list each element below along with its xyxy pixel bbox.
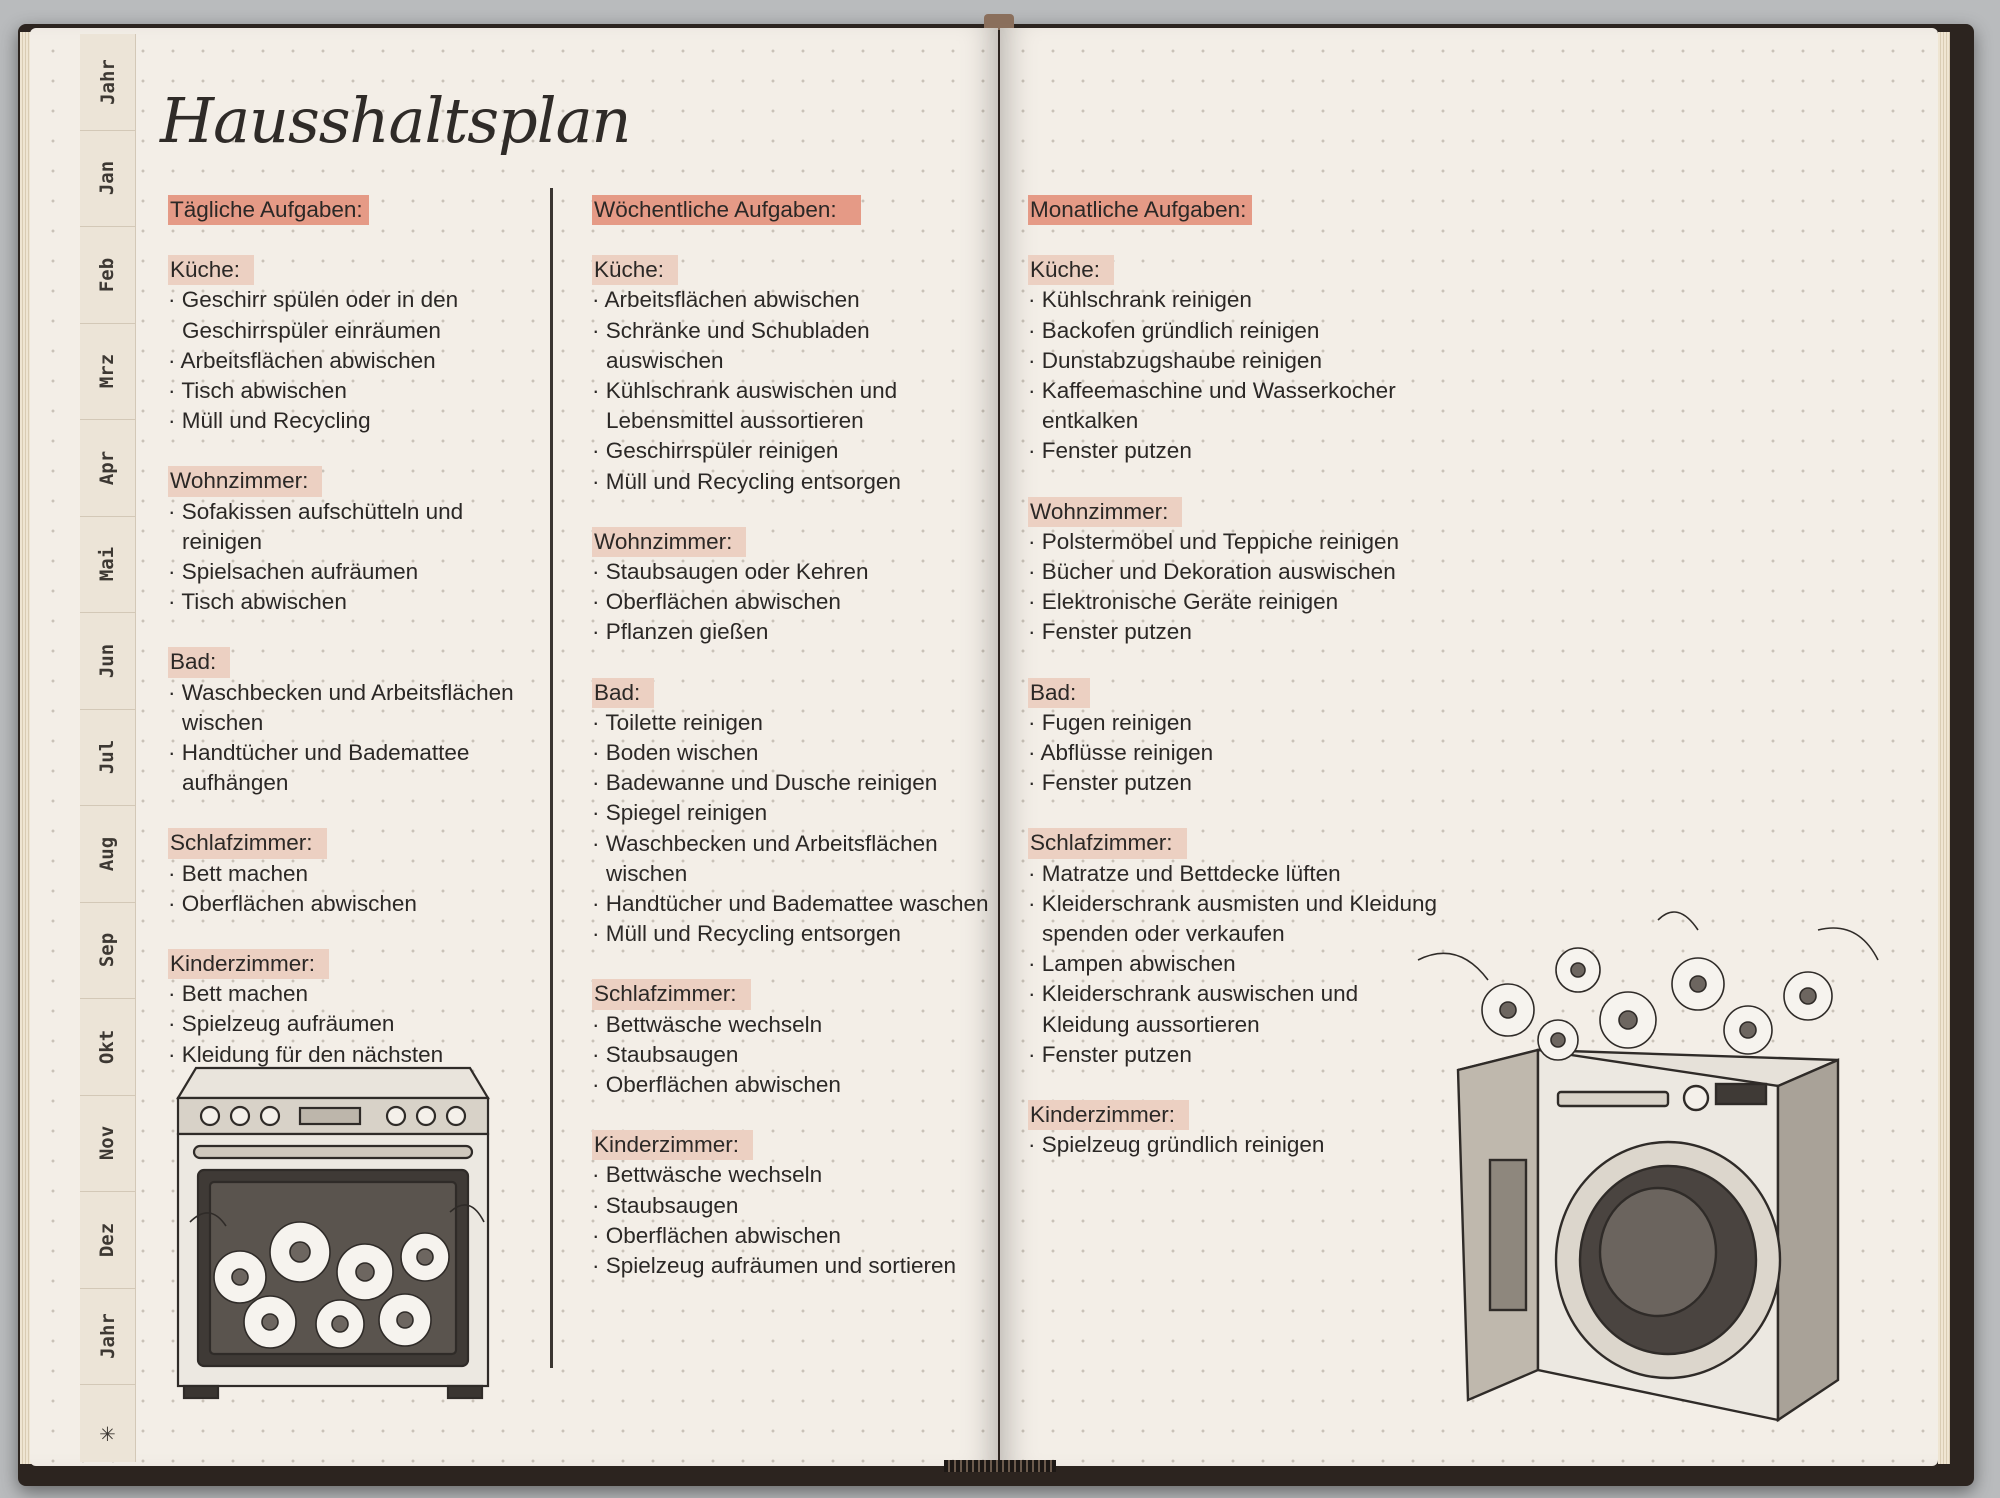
task-section [1028, 255, 1438, 466]
tab-feb[interactable] [80, 227, 135, 324]
tab-index[interactable] [80, 1385, 135, 1482]
task-item: · Arbeitsflächen abwischen [592, 285, 992, 315]
task-item: · Lampen abwischen [1028, 949, 1438, 979]
monthly-tasks-column [1028, 195, 1438, 1190]
task-item: · Fugen reinigen [1028, 708, 1438, 738]
task-item: · Pflanzen gießen [592, 617, 992, 647]
task-item: · Bücher und Dekoration auswischen [1028, 557, 1438, 587]
section-title: Kinderzimmer: [592, 1130, 753, 1160]
tab-label: Jun [96, 643, 119, 678]
task-item: · Handtücher und Bademattee waschen [592, 889, 992, 919]
task-item: · Badewanne und Dusche reinigen [592, 768, 992, 798]
tab-label: Feb [96, 257, 119, 292]
tab-label: Jan [96, 161, 119, 196]
tab-label: Apr [96, 450, 119, 485]
task-section [592, 979, 992, 1100]
tab-label: Mai [96, 547, 119, 582]
task-item: · Staubsaugen [592, 1191, 992, 1221]
task-section [1028, 828, 1438, 1070]
tab-label: Dez [96, 1222, 119, 1257]
section-title: Wohnzimmer: [1028, 497, 1182, 527]
task-item: · Staubsaugen oder Kehren [592, 557, 992, 587]
task-item: · Arbeitsflächen abwischen [168, 346, 540, 376]
task-item: · Handtücher und Bademattee aufhängen [168, 738, 540, 798]
task-item: · Kleidung für den nächsten [168, 1040, 540, 1070]
task-item: · Sofakissen aufschütteln und reinigen [168, 497, 540, 557]
stove-flowers-illustration [170, 1062, 500, 1402]
task-item: · Waschbecken und Arbeitsflächen wischen [168, 678, 540, 738]
tab-jahr[interactable] [80, 34, 135, 131]
task-item: · Spielzeug aufräumen und sortieren [592, 1251, 992, 1281]
task-item: · Schränke und Schubladen auswischen [592, 316, 992, 376]
task-item: · Abflüsse reinigen [1028, 738, 1438, 768]
tab-jahr-end[interactable] [80, 1289, 135, 1386]
task-list [168, 979, 540, 1070]
task-list [592, 708, 992, 950]
task-item: · Oberflächen abwischen [592, 1070, 992, 1100]
tab-mai[interactable] [80, 517, 135, 614]
task-list [592, 285, 992, 496]
task-list [592, 1160, 992, 1281]
tab-apr[interactable] [80, 420, 135, 517]
task-section [1028, 678, 1438, 799]
task-section [168, 828, 540, 919]
section-title: Küche: [592, 255, 678, 285]
task-item: · Oberflächen abwischen [592, 587, 992, 617]
task-item: · Bettwäsche wechseln [592, 1010, 992, 1040]
weekly-tasks-column [592, 195, 992, 1311]
task-item: · Matratze und Bettdecke lüften [1028, 859, 1438, 889]
section-title: Kinderzimmer: [168, 949, 329, 979]
task-item: · Müll und Recycling [168, 406, 540, 436]
task-list [168, 678, 540, 799]
task-item: · Spiegel reinigen [592, 798, 992, 828]
task-item: · Fenster putzen [1028, 436, 1438, 466]
task-section [592, 678, 992, 950]
task-list [1028, 859, 1438, 1070]
task-list [168, 497, 540, 618]
task-section [1028, 497, 1438, 648]
page-title: Hausshaltsplan [160, 84, 631, 157]
column-heading: Monatliche Aufgaben: [1028, 195, 1252, 225]
task-item: · Kleiderschrank auswischen und Kleidung aussortieren [1028, 979, 1438, 1039]
section-title: Küche: [1028, 255, 1114, 285]
tab-sep[interactable] [80, 903, 135, 1000]
task-list [168, 859, 540, 919]
section-title: Bad: [168, 647, 230, 677]
tab-okt[interactable] [80, 999, 135, 1096]
tab-label: Sep [96, 933, 119, 968]
task-item: · Waschbecken und Arbeitsflächen wischen [592, 829, 992, 889]
task-item: · Staubsaugen [592, 1040, 992, 1070]
task-item: · Backofen gründlich reinigen [1028, 316, 1438, 346]
column-divider [550, 188, 553, 1368]
tab-label: Mrz [96, 354, 119, 389]
task-item: · Geschirr spülen oder in den Geschirrspüler einräumen [168, 285, 540, 345]
tab-label: Jahr [96, 58, 119, 105]
month-tabs [80, 34, 136, 1462]
section-title: Schlafzimmer: [592, 979, 751, 1009]
task-item: · Toilette reinigen [592, 708, 992, 738]
task-item: · Oberflächen abwischen [168, 889, 540, 919]
task-item: · Kühlschrank auswischen und Lebensmittel aussortieren [592, 376, 992, 436]
task-item: · Elektronische Geräte reinigen [1028, 587, 1438, 617]
task-item: · Tisch abwischen [168, 587, 540, 617]
task-item: · Tisch abwischen [168, 376, 540, 406]
task-item: · Polstermöbel und Teppiche reinigen [1028, 527, 1438, 557]
section-title: Wohnzimmer: [168, 466, 322, 496]
page-edges-right [1938, 32, 1950, 1464]
section-title: Wohnzimmer: [592, 527, 746, 557]
task-section [592, 527, 992, 648]
task-item: · Müll und Recycling entsorgen [592, 919, 992, 949]
tab-dez[interactable] [80, 1192, 135, 1289]
task-list [592, 557, 992, 648]
task-section [168, 949, 540, 1070]
asterisk-icon: ✳ [99, 1418, 116, 1449]
tab-label: Okt [96, 1029, 119, 1064]
tab-label: Jul [96, 740, 119, 775]
task-section [168, 647, 540, 798]
task-item: · Spielzeug gründlich reinigen [1028, 1130, 1438, 1160]
section-title: Küche: [168, 255, 254, 285]
tab-label: Aug [96, 836, 119, 871]
task-item: · Boden wischen [592, 738, 992, 768]
tab-jul[interactable] [80, 710, 135, 807]
task-list [1028, 285, 1438, 466]
tab-aug[interactable] [80, 806, 135, 903]
task-item: · Kaffeemaschine und Wasserkocher entkalken [1028, 376, 1438, 436]
task-item: · Bett machen [168, 979, 540, 1009]
section-title: Schlafzimmer: [168, 828, 327, 858]
section-title: Kinderzimmer: [1028, 1100, 1189, 1130]
task-item: · Spielsachen aufräumen [168, 557, 540, 587]
task-item: · Geschirrspüler reinigen [592, 436, 992, 466]
tab-nov[interactable] [80, 1096, 135, 1193]
task-item: · Fenster putzen [1028, 617, 1438, 647]
task-item: · Bettwäsche wechseln [592, 1160, 992, 1190]
section-title: Bad: [1028, 678, 1090, 708]
task-section [592, 1130, 992, 1281]
column-heading: Wöchentliche Aufgaben: [592, 195, 861, 225]
section-title: Schlafzimmer: [1028, 828, 1187, 858]
column-heading: Tägliche Aufgaben: [168, 195, 369, 225]
task-list [1028, 527, 1438, 648]
tab-label: Jahr [96, 1313, 119, 1360]
task-section [592, 255, 992, 497]
tab-jun[interactable] [80, 613, 135, 710]
task-item: · Fenster putzen [1028, 1040, 1438, 1070]
task-list [168, 285, 540, 436]
section-title: Bad: [592, 678, 654, 708]
daily-tasks-column [168, 195, 540, 1100]
washing-machine-flowers-illustration [1398, 900, 1898, 1430]
task-section [168, 255, 540, 436]
task-item: · Bett machen [168, 859, 540, 889]
task-item: · Kühlschrank reinigen [1028, 285, 1438, 315]
tab-jan[interactable] [80, 131, 135, 228]
task-section [168, 466, 540, 617]
task-list [1028, 1130, 1438, 1160]
task-item: · Spielzeug aufräumen [168, 1009, 540, 1039]
tab-label: Nov [96, 1126, 119, 1161]
task-item: · Dunstabzugshaube reinigen [1028, 346, 1438, 376]
task-list [1028, 708, 1438, 799]
task-item: · Kleiderschrank ausmisten und Kleidung spenden oder verkaufen [1028, 889, 1438, 949]
task-item: · Müll und Recycling entsorgen [592, 467, 992, 497]
task-item: · Oberflächen abwischen [592, 1221, 992, 1251]
task-item: · Fenster putzen [1028, 768, 1438, 798]
book-spine [944, 1460, 1056, 1472]
task-section [1028, 1100, 1438, 1160]
task-list [592, 1010, 992, 1101]
tab-mrz[interactable] [80, 324, 135, 421]
